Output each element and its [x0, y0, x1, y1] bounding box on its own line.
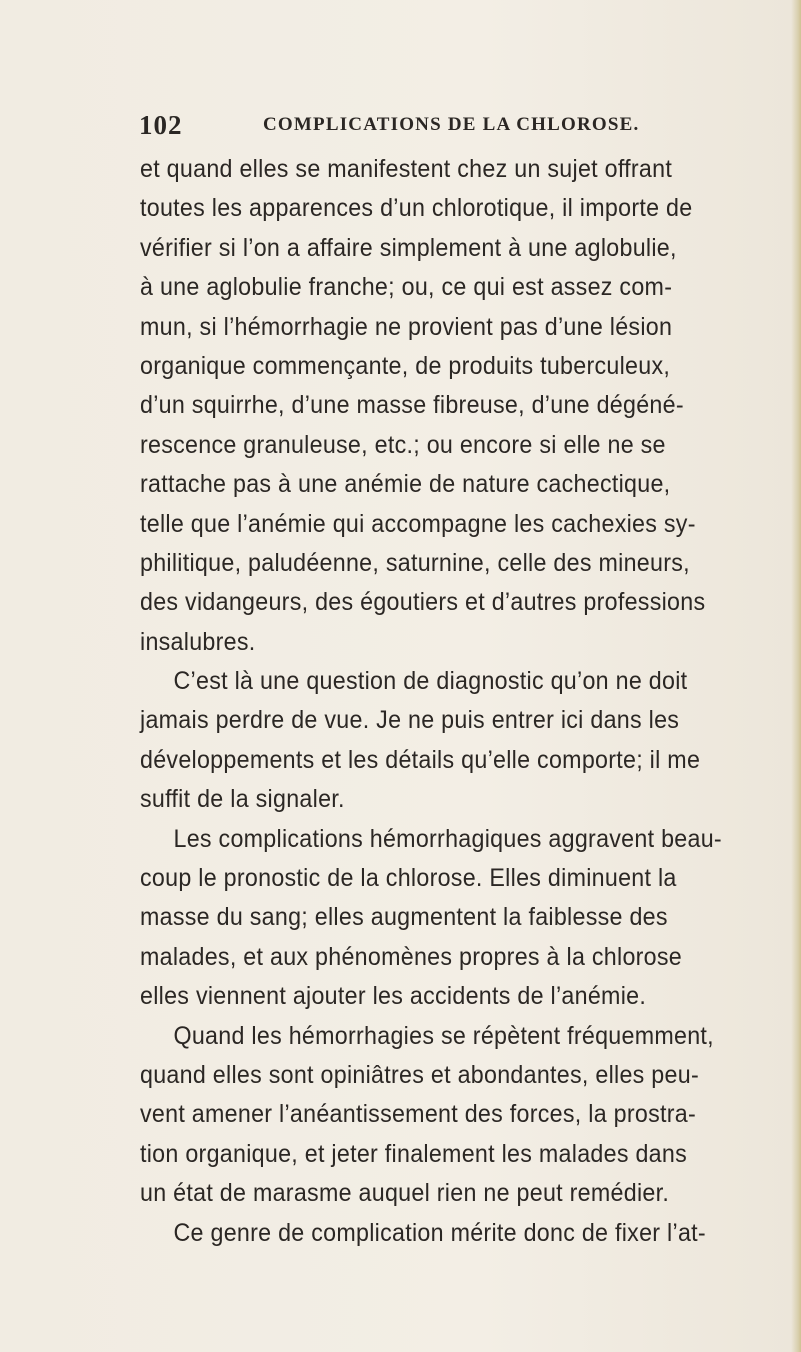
- text-line: C’est là une question de diagnostic qu’on ne doit: [173, 667, 688, 696]
- text-line: telle que l’anémie qui accompagne les cachexies sy-: [140, 509, 696, 538]
- text-line: tion organique, et jeter finalement les malades dans: [140, 1139, 687, 1168]
- text-line: rescence granuleuse, etc.; ou encore si elle ne se: [140, 430, 666, 459]
- text-line: suffit de la signaler.: [140, 785, 345, 814]
- text-line: insalubres.: [140, 627, 256, 656]
- text-line: Quand les hémorrhagies se répètent fréquemment,: [173, 1021, 714, 1050]
- text-line: Les complications hémorrhagiques aggravent beau-: [173, 824, 722, 853]
- text-line: quand elles sont opiniâtres et abondantes, elles peu-: [140, 1060, 699, 1089]
- page-number: 102: [139, 110, 183, 140]
- text-line: masse du sang; elles augmentent la faiblesse des: [140, 903, 668, 932]
- page-edge: [791, 0, 801, 1352]
- text-line: à une aglobulie franche; ou, ce qui est assez com-: [140, 273, 673, 302]
- text-line: Ce genre de complication mérite donc de fixer l’at-: [173, 1218, 706, 1247]
- body-text: [140, 150, 770, 1253]
- text-line: et quand elles se manifestent chez un sujet offrant: [140, 155, 673, 183]
- text-line: malades, et aux phénomènes propres à la chlorose: [140, 942, 683, 971]
- text-line: un état de marasme auquel rien ne peut remédier.: [140, 1179, 670, 1208]
- text-line: mun, si l’hémorrhagie ne provient pas d’une lésion: [140, 312, 673, 341]
- page-header: [139, 105, 679, 145]
- text-line: elles viennent ajouter les accidents de l’anémie.: [140, 982, 647, 1011]
- text-line: d’un squirrhe, d’une masse fibreuse, d’une dégéné-: [140, 391, 684, 420]
- text-line: vent amener l’anéantissement des forces, la prostra-: [140, 1100, 696, 1129]
- text-line: développements et les détails qu’elle comporte; il me: [140, 745, 701, 774]
- text-line: vérifier si l’on a affaire simplement à une aglobulie,: [140, 233, 677, 262]
- text-line: organique commençante, de produits tuberculeux,: [140, 351, 671, 380]
- text-line: coup le pronostic de la chlorose. Elles diminuent la: [140, 864, 677, 893]
- running-head: COMPLICATIONS DE LA CHLOROSE.: [263, 114, 640, 135]
- text-line: jamais perdre de vue. Je ne puis entrer ici dans les: [140, 706, 680, 735]
- text-line: rattache pas à une anémie de nature cachectique,: [140, 470, 671, 499]
- text-line: toutes les apparences d’un chlorotique, il importe de: [140, 194, 693, 223]
- text-line: des vidangeurs, des égoutiers et d’autres professions: [140, 588, 706, 617]
- text-line: philitique, paludéenne, saturnine, celle des mineurs,: [140, 548, 690, 577]
